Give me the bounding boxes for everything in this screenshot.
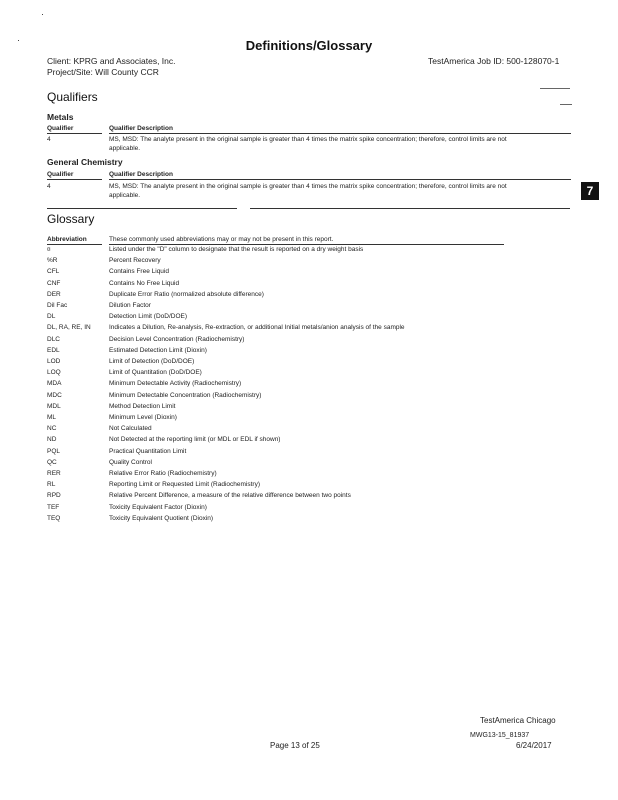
glossary-abbreviation: DL, RA, RE, IN [47,324,91,332]
glossary-abbreviation: TEQ [47,514,61,522]
glossary-description: Toxicity Equivalent Quotient (Dioxin) [109,514,214,522]
glossary-description: Minimum Detectable Concentration (Radiochemistry) [109,391,262,399]
glossary-description: Contains No Free Liquid [109,279,180,287]
glossary-abbreviation: EDL [47,346,60,354]
glossary-description: Method Detection Limit [109,402,176,410]
general-chemistry-heading: General Chemistry [47,157,123,167]
section-rule [47,208,237,209]
footer-page-number: Page 13 of 25 [270,741,320,750]
metals-header-rule [109,133,571,134]
glossary-abbreviation: QC [47,458,57,466]
section-tab-marker: 7 [581,182,599,200]
glossary-description: Toxicity Equivalent Factor (Dioxin) [109,503,207,511]
glossary-header-rule [109,244,504,245]
scan-mark [540,88,570,89]
metals-col-qualifier: Qualifier [47,125,74,132]
glossary-description: Duplicate Error Ratio (normalized absolute difference) [109,290,264,298]
genchem-col-description: Qualifier Description [109,171,173,178]
glossary-abbreviation: LOQ [47,369,61,377]
glossary-col-abbreviation: Abbreviation [47,236,87,243]
glossary-description: Listed under the "D" column to designate that the result is reported on a dry weight basis [109,246,364,253]
glossary-description: Decision Level Concentration (Radiochemistry) [109,335,245,343]
glossary-description: Detection Limit (DoD/DOE) [109,313,188,321]
glossary-description: Estimated Detection Limit (Dioxin) [109,346,207,354]
metals-heading: Metals [47,112,74,122]
genchem-header-rule [47,179,102,180]
glossary-abbreviation: ¤ [47,246,51,253]
glossary-abbreviation: MDL [47,402,61,410]
glossary-abbreviation: ND [47,436,57,444]
glossary-abbreviation: RPD [47,492,61,500]
job-id: TestAmerica Job ID: 500-128070-1 [428,56,560,66]
glossary-description: Contains Free Liquid [109,268,169,276]
glossary-description: Relative Error Ratio (Radiochemistry) [109,470,217,477]
glossary-abbreviation: NC [47,425,57,433]
genchem-qualifier-value: 4 [47,183,51,190]
glossary-abbreviation: DER [47,290,61,298]
scan-mark [560,104,572,105]
glossary-abbreviation: LOD [47,358,61,365]
glossary-heading: Glossary [47,212,95,226]
glossary-abbreviation: MDA [47,380,62,388]
footer-company: TestAmerica Chicago [480,716,556,725]
glossary-abbreviation: %R [47,257,58,265]
scan-dot [18,40,19,41]
glossary-abbreviation: DLC [47,335,61,343]
genchem-description-line2: applicable. [109,192,141,199]
footer-ref: MWG13-15_81937 [470,732,530,739]
scan-dot [42,14,43,15]
glossary-description: Reporting Limit or Requested Limit (Radiochemistry) [109,481,261,489]
glossary-description: Limit of Detection (DoD/DOE) [109,358,195,365]
metals-description-line1: MS, MSD: The analyte present in the original sample is greater than 4 times the matrix spike concentration; therefore, control limits are not [109,136,507,143]
qualifiers-heading: Qualifiers [47,90,98,104]
glossary-abbreviation: RER [47,470,61,477]
glossary-description: Indicates a Dilution, Re-analysis, Re-extraction, or additional Initial metals/anion analysis of the sample [109,324,405,332]
genchem-col-qualifier: Qualifier [47,171,74,178]
client-line: Client: KPRG and Associates, Inc. [47,56,176,66]
glossary-description: Minimum Level (Dioxin) [109,414,177,421]
glossary-abbreviation: PQL [47,447,61,455]
glossary-abbreviation: CFL [47,268,60,276]
glossary-abbreviation: Dil Fac [47,302,68,309]
metals-qualifier-value: 4 [47,136,51,143]
genchem-description-line1: MS, MSD: The analyte present in the original sample is greater than 4 times the matrix spike concentration; therefore, control limits are not [109,183,507,190]
metals-header-rule [47,133,102,134]
footer-date: 6/24/2017 [516,741,552,750]
glossary-description: Not Detected at the reporting limit (or MDL or EDL if shown) [109,436,281,444]
page-title: Definitions/Glossary [245,38,373,53]
glossary-abbreviation: CNF [47,279,61,287]
glossary-abbreviation: ML [47,414,57,421]
glossary-description: Not Calculated [109,425,152,433]
project-line: Project/Site: Will County CCR [47,67,159,77]
glossary-col-description: These commonly used abbreviations may or may not be present in this report. [109,236,334,243]
glossary-description: Relative Percent Difference, a measure of the relative difference between two points [109,492,351,500]
metals-description-line2: applicable. [109,145,141,152]
glossary-description: Limit of Quantitation (DoD/DOE) [109,369,202,377]
glossary-description: Dilution Factor [109,302,151,309]
glossary-abbreviation: RL [47,481,56,489]
section-rule [250,208,570,209]
metals-col-description: Qualifier Description [109,125,173,132]
glossary-abbreviation: TEF [47,503,60,511]
glossary-description: Quality Control [109,458,152,466]
glossary-description: Percent Recovery [109,257,161,265]
glossary-header-rule [47,244,102,245]
genchem-header-rule [109,179,571,180]
glossary-abbreviation: DL [47,313,56,321]
glossary-abbreviation: MDC [47,391,62,399]
glossary-description: Practical Quantitation Limit [109,447,187,455]
glossary-description: Minimum Detectable Activity (Radiochemistry) [109,380,242,388]
